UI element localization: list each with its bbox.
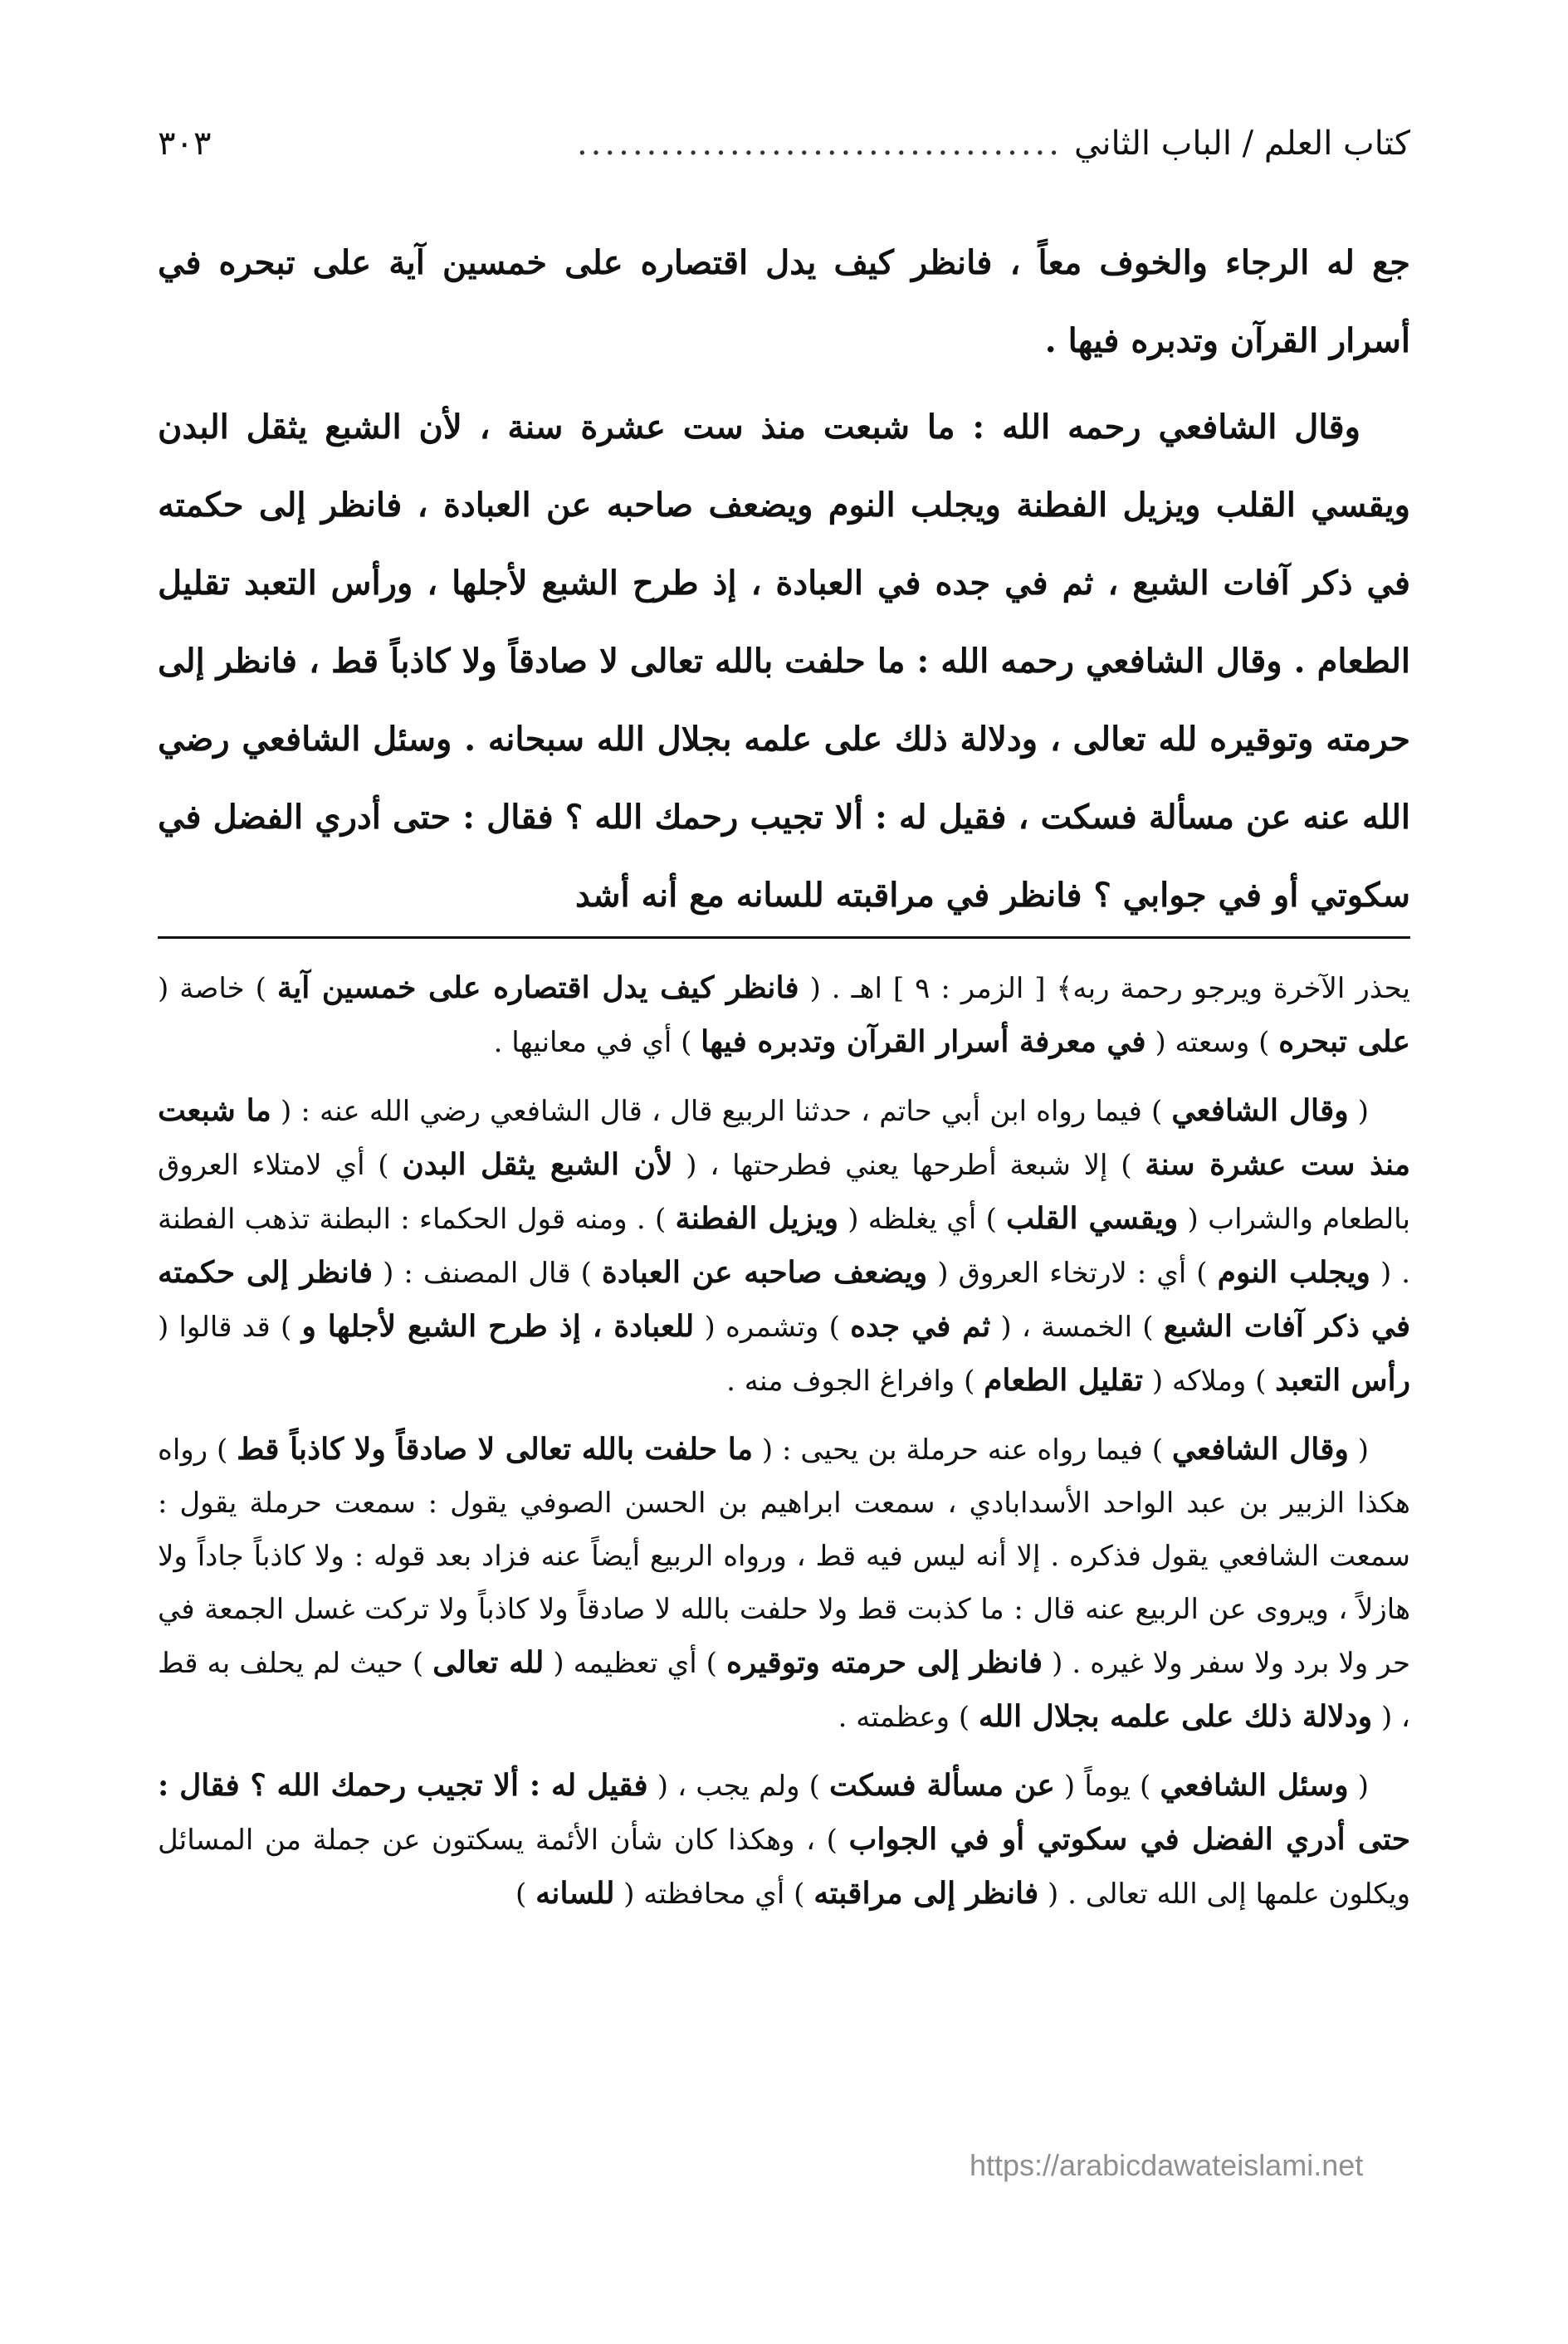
chapter-title: كتاب العلم / الباب الثاني <box>1074 125 1410 163</box>
page-number: ٣٠٣ <box>158 125 212 163</box>
quoted-text: ودلالة ذلك على علمه بجلال الله <box>978 1699 1373 1734</box>
quoted-text: وقال الشافعي <box>1171 1093 1349 1128</box>
leader-dots: ................................... <box>576 125 1062 163</box>
commentary-text: ) وتشمره ( <box>694 1311 851 1344</box>
quoted-text: فانظر إلى حرمته وتوقيره <box>725 1645 1043 1680</box>
commentary-text: ) أي محافظته ( <box>614 1878 814 1911</box>
quoted-text: ما حلفت بالله تعالى لا صادقاً ولا كاذباً قط <box>237 1432 754 1467</box>
commentary-text: ) فيما رواه ابن أبي حاتم ، حدثنا الربيع قال ، قال الشافعي رضي الله عنه : ( <box>271 1095 1172 1128</box>
quoted-text: للعبادة ، إذ طرح الشبع لأجلها و <box>301 1309 695 1344</box>
watermark-url: https://arabicdawateislami.net <box>970 2148 1364 2182</box>
commentary-text: ) ولم يجب ، ( <box>647 1770 830 1803</box>
commentary-text: ) قال المصنف : ( <box>373 1257 602 1290</box>
commentary-text: ) ، وهكذا كان شأن الأئمة يسكتون عن جملة من المسائل ويكلون علمها إلى الله تعالى . ( <box>158 1824 1410 1911</box>
quoted-text: فانظر إلى حكمته في ذكر آفات الشبع <box>158 1255 1411 1344</box>
commentary-text: ) رواه هكذا الزبير بن عبد الواحد الأسدابادي ، سمعت ابراهيم بن الحسن الصوفي يقول : سمعت حرملة يقول : سمعت الشافعي يقول فذكره . إلا أنه ليس فيه قط ، ورواه الربيع أيضاً عنه فزاد بعد قوله : ولا كاذباً جاداً ولا هازلاً ، ويروى عن الربيع عنه قال : ما كذبت قط ولا حلفت بالله لا صادقاً ولا كاذباً ولا تركت غسل الجمعة في حر ولا برد ولا سفر ولا غيره . ( <box>158 1433 1410 1680</box>
commentary-text: ) وملاكه ( <box>1143 1365 1276 1398</box>
commentary-paragraph-1 <box>158 961 1410 1069</box>
quoted-text: ويزيل الفطنة <box>675 1201 838 1236</box>
quoted-text: في معرفة أسرار القرآن وتدبره فيها <box>701 1024 1146 1059</box>
footnote-separator <box>158 936 1410 939</box>
quoted-text: وقال الشافعي <box>1171 1432 1349 1467</box>
quoted-text: فانظر إلى مراقبته <box>813 1876 1039 1911</box>
quoted-text: رأس التعبد <box>1275 1363 1410 1398</box>
quoted-text: ويضعف صاحبه عن العبادة <box>601 1255 928 1290</box>
running-header <box>158 125 1410 174</box>
quoted-text: عن مسألة فسكت <box>829 1768 1055 1803</box>
commentary-text: ) أي لامتلاء العروق بالطعام والشراب ( <box>158 1149 1411 1236</box>
commentary-text: ) أي يغلظه ( <box>838 1203 1007 1236</box>
commentary-text: ) <box>515 1878 536 1911</box>
quoted-text: تقليل الطعام <box>984 1363 1144 1398</box>
commentary-text: يحذر الآخرة ويرجو رحمة ربه﴾ [ الزمر : ٩ ] اهـ . ( <box>799 972 1410 1005</box>
commentary-text: ) وافراغ الجوف منه . <box>726 1365 984 1398</box>
commentary-text: ( <box>1348 1770 1369 1803</box>
quoted-text: ثم في جده <box>850 1309 991 1344</box>
commentary-text: ) الخمسة ، ( <box>990 1311 1164 1344</box>
commentary-text: ) أي في معانيها . <box>493 1026 701 1059</box>
commentary-text: ) فيما رواه عنه حرملة بن يحيى : ( <box>753 1433 1172 1467</box>
commentary <box>158 961 1410 1936</box>
quoted-text: فقيل له : ألا تجيب رحمك الله ؟ فقال : حتى أدري الفضل في سكوتي أو في الجواب <box>158 1768 1410 1857</box>
quoted-text: على تبحره <box>1278 1024 1410 1059</box>
commentary-text: ) إلا شبعة أطرحها يعني فطرحتها ، ( <box>672 1149 1145 1182</box>
main-paragraph-2: وقال الشافعي رحمه الله : ما شبعت منذ ست عشرة سنة ، لأن الشبع يثقل البدن ويقسي القلب ويزيل الفطنة ويجلب النوم ويضعف صاحبه عن العبادة ، فانظر إلى حكمته في ذكر آفات الشبع ، ثم في جده في العبادة ، إذ طرح الشبع لأجلها ، ورأس التعبد تقليل الطعام . وقال الشافعي رحمه الله : ما حلفت بالله تعالى لا صادقاً ولا كاذباً قط ، فانظر إلى حرمته وتوقيره لله تعالى ، ودلالة ذلك على علمه بجلال الله سبحانه . وسئل الشافعي رضي الله عنه عن مسألة فسكت ، فقيل له : ألا تجيب رحمك الله ؟ فقال : حتى أدري الفضل في سكوتي أو في جوابي ؟ فانظر في مراقبته للسانه مع أنه أشد <box>158 408 1411 915</box>
quoted-text: ويجلب النوم <box>1217 1255 1370 1290</box>
commentary-paragraph-2 <box>158 1084 1410 1408</box>
quoted-text: فانظر كيف يدل اقتصاره على خمسين آية <box>276 970 799 1005</box>
commentary-text: ) أي تعظيمه ( <box>544 1647 726 1680</box>
commentary-text: ) أي : لارتخاء العروق ( <box>927 1257 1218 1290</box>
quoted-text: للسانه <box>535 1876 615 1911</box>
commentary-text: ) حيث لم يحلف به قط ، ( <box>158 1647 1410 1734</box>
commentary-paragraph-4 <box>158 1759 1410 1921</box>
commentary-text: ( <box>1348 1433 1370 1467</box>
quoted-text: ما شبعت منذ ست عشرة سنة <box>158 1093 1410 1182</box>
commentary-text: ) وعظمته . <box>838 1701 979 1734</box>
quoted-text: لله تعالى <box>432 1645 545 1680</box>
commentary-text: ) خاصة ( <box>158 972 277 1005</box>
commentary-text: ( <box>1348 1095 1370 1128</box>
commentary-paragraph-3 <box>158 1423 1410 1744</box>
commentary-text: ) . ومنه قول الحكماء : البطنة تذهب الفطنة . ( <box>158 1203 1411 1290</box>
main-paragraph-1: جع له الرجاء والخوف معاً ، فانظر كيف يدل اقتصاره على خمسين آية على تبحره في أسرار القرآن وتدبره فيها . <box>158 243 1410 360</box>
commentary-text: ) يوماً ( <box>1054 1770 1160 1803</box>
quoted-text: وسئل الشافعي <box>1160 1768 1349 1803</box>
quoted-text: لأن الشبع يثقل البدن <box>402 1147 673 1182</box>
commentary-text: ) وسعته ( <box>1145 1026 1279 1059</box>
quoted-text: ويقسي القلب <box>1006 1201 1179 1236</box>
main-text <box>158 224 1410 943</box>
commentary-text: ) قد قالوا ( <box>158 1311 302 1344</box>
